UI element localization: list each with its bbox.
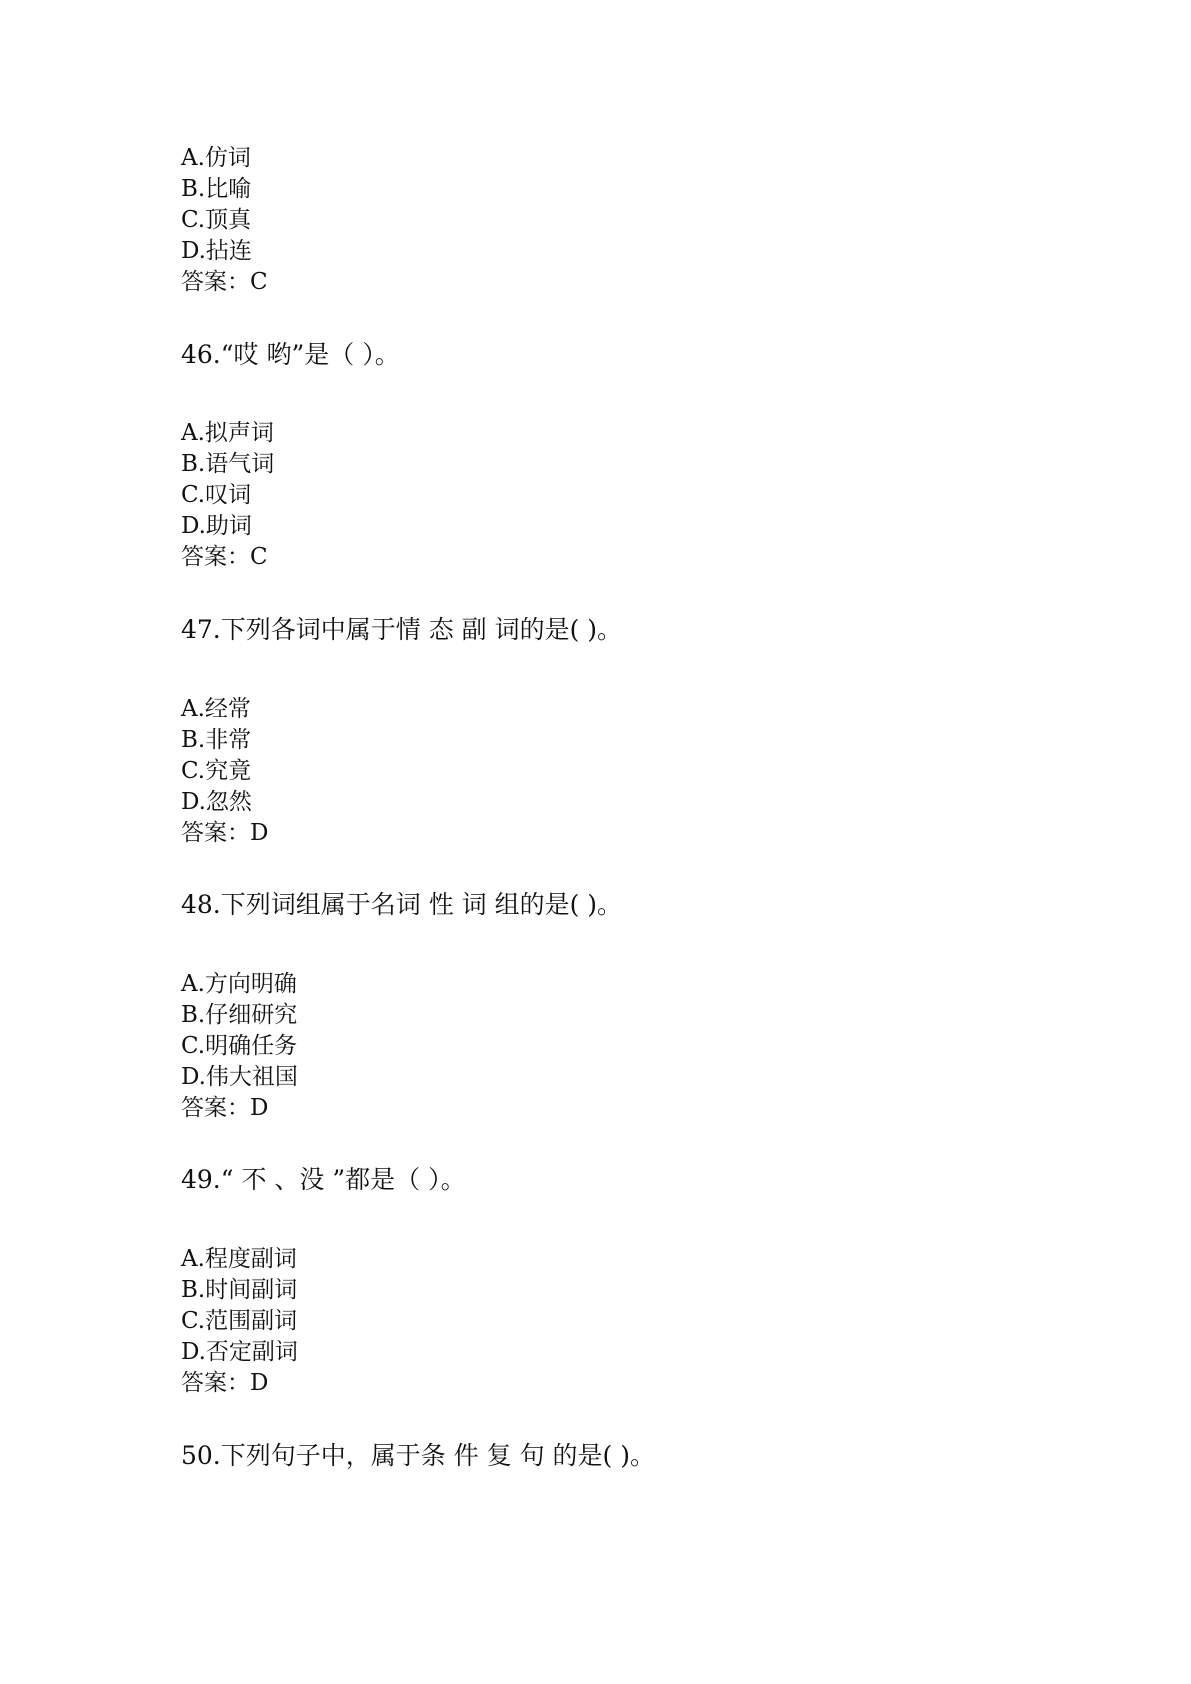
question-block-46: [181, 418, 274, 573]
option-a: A.经常: [181, 696, 251, 722]
option-b: B.比喻: [181, 176, 252, 202]
question-50-text: 50.下列句子中，属于条 件 复 句 的是( )。: [181, 1441, 656, 1470]
option-b: B.语气词: [181, 451, 275, 477]
question-block-48: [181, 969, 298, 1124]
option-c: C.究竟: [181, 758, 252, 784]
option-a: A.方向明确: [181, 971, 297, 997]
option-d: D.拈连: [181, 238, 252, 264]
option-b: B.时间副词: [181, 1277, 298, 1303]
question-block-47: [181, 694, 268, 849]
option-c: C.叹词: [181, 482, 252, 508]
option-d: D.助词: [181, 513, 252, 539]
question-block-45: [181, 143, 268, 298]
answer-line: 答案：D: [181, 820, 269, 846]
answer-line: 答案：C: [181, 269, 268, 295]
option-d: D.忽然: [181, 789, 252, 815]
question-47-text: 47.下列各词中属于情 态 副 词的是( )。: [181, 615, 623, 644]
option-b: B.仔细研究: [181, 1002, 298, 1028]
option-b: B.非常: [181, 727, 252, 753]
answer-line: 答案：D: [181, 1370, 269, 1396]
answer-line: 答案：D: [181, 1095, 269, 1121]
option-a: A.仿词: [181, 145, 251, 171]
question-46-text: 46.“哎 哟”是（ ）。: [181, 340, 400, 369]
option-a: A.程度副词: [181, 1246, 297, 1272]
option-c: C.顶真: [181, 207, 252, 233]
option-d: D.伟大祖国: [181, 1064, 298, 1090]
question-block-49: [181, 1244, 298, 1399]
answer-line: 答案：C: [181, 544, 268, 570]
option-a: A.拟声词: [181, 420, 274, 446]
question-48-text: 48.下列词组属于名词 性 词 组的是( )。: [181, 890, 623, 919]
option-c: C.明确任务: [181, 1033, 298, 1059]
option-d: D.否定副词: [181, 1339, 298, 1365]
question-49-text: 49.“ 不 、没 ”都是（ ）。: [181, 1165, 466, 1194]
option-c: C.范围副词: [181, 1308, 298, 1334]
